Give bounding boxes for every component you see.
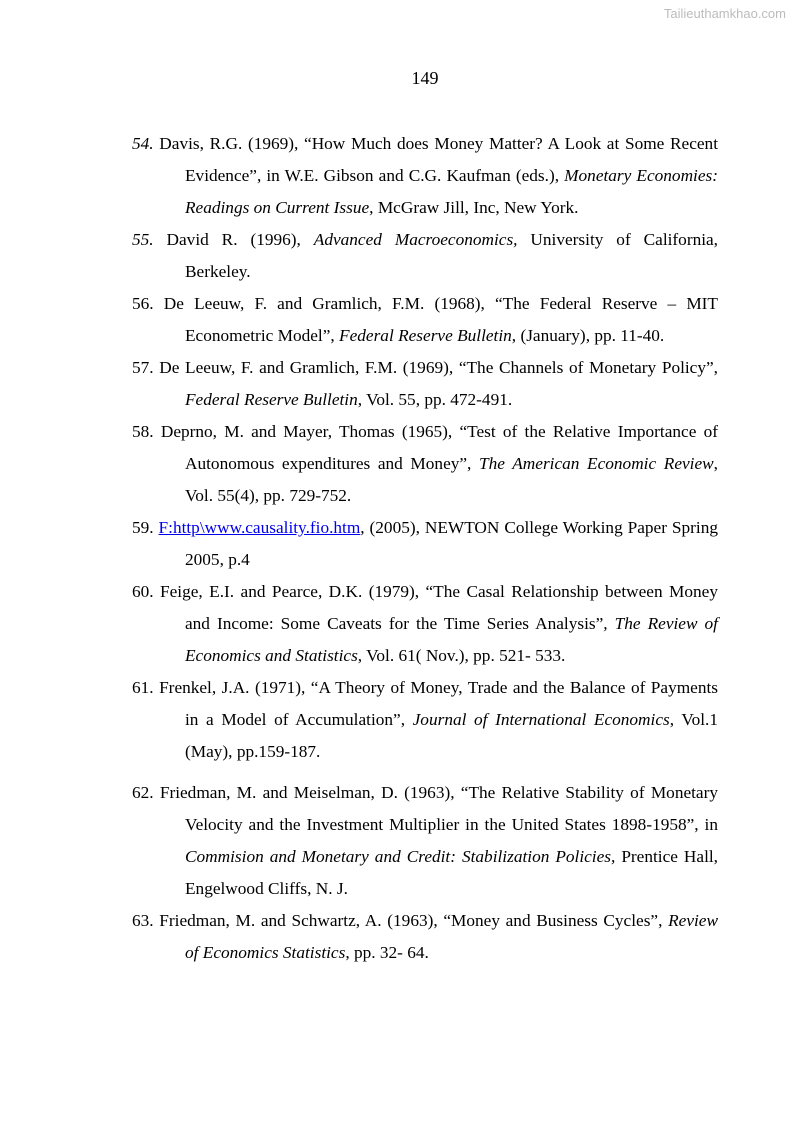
reference-item	[132, 224, 718, 288]
reference-item	[132, 672, 718, 768]
reference-number: 60.	[132, 582, 154, 601]
reference-text: Friedman, M. and Schwartz, A. (1963), “Money and Business Cycles”,	[153, 911, 669, 930]
reference-item	[132, 416, 718, 512]
reference-text: Friedman, M. and Meiselman, D. (1963), “The Relative Stability of Monetary Velocity and the Investment Multiplier in the United States 1898-1958”, in	[153, 783, 718, 834]
reference-title: Review of Economics Statistics	[185, 911, 718, 962]
reference-title: Advanced Macroeconomics,	[313, 230, 518, 249]
reference-item	[132, 905, 718, 969]
reference-item	[132, 777, 718, 905]
reference-number: 55.	[132, 230, 154, 249]
reference-text: , (January), pp. 11-40.	[511, 326, 665, 345]
reference-number: 54.	[132, 134, 154, 153]
reference-number: 63.	[132, 911, 154, 930]
reference-text: , Vol. 55(4), pp. 729-752.	[185, 454, 718, 505]
reference-number: 61.	[132, 678, 154, 697]
reference-item	[132, 352, 718, 416]
reference-text: David R. (1996),	[153, 230, 314, 249]
reference-text: University of California, Berkeley.	[185, 230, 719, 281]
reference-number: 62.	[132, 783, 154, 802]
reference-text: De Leeuw, F. and Gramlich, F.M. (1969), “The Channels of Monetary Policy”,	[153, 358, 718, 377]
reference-text: Davis, R.G. (1969), “How Much does Money Matter? A Look at Some Recent Evidence”, in W.E. Gibson and C.G. Kaufman (eds.),	[153, 134, 718, 185]
reference-item	[132, 288, 718, 352]
reference-title: The American Economic Review	[479, 454, 714, 473]
reference-text: Feige, E.I. and Pearce, D.K. (1979), “The Casal Relationship between Money and Income: Some Caveats for the Time Series Analysis”	[153, 582, 718, 633]
reference-number: 59.	[132, 518, 154, 537]
reference-text: Deprno, M. and Mayer, Thomas (1965), “Test of the Relative Importance of Autonomous expenditures and Money”,	[153, 422, 718, 473]
reference-item	[132, 512, 718, 576]
reference-title: Federal Reserve Bulletin	[339, 326, 512, 345]
reference-text: Prentice Hall, Engelwood Cliffs, N. J.	[185, 847, 718, 898]
reference-text: , Vol. 55, pp. 472-491.	[357, 390, 513, 409]
page-number: 149	[411, 68, 439, 88]
reference-text: , (2005), NEWTON College Working Paper Spring 2005, p.4	[185, 518, 718, 569]
reference-item	[132, 128, 718, 224]
reference-title: Federal Reserve Bulletin	[185, 390, 358, 409]
reference-number: 56.	[132, 294, 154, 313]
reference-number: 58.	[132, 422, 154, 441]
reference-title: Journal of International Economics	[412, 710, 670, 729]
reference-title: Commision and Monetary and Credit: Stabilization Policies,	[185, 847, 616, 866]
reference-text: Frenkel, J.A. (1971), “A Theory of Money, Trade and the Balance of Payments in a Model of Accumulation”,	[153, 678, 718, 729]
reference-list	[132, 128, 718, 969]
reference-text: , pp. 32- 64.	[345, 943, 429, 962]
reference-number: 57.	[132, 358, 154, 377]
reference-title: , The Review of Economics and Statistics	[185, 614, 718, 665]
reference-link[interactable]: F:http\www.causality.fio.htm	[158, 518, 361, 537]
reference-item	[132, 576, 718, 672]
reference-title: Monetary Economies: Readings on Current Issue	[185, 166, 719, 217]
reference-text: , Vol.1 (May), pp.159-187.	[185, 710, 718, 761]
reference-text: , Vol. 61( Nov.), pp. 521- 533.	[357, 646, 566, 665]
watermark: Tailieuthamkhao.com	[663, 6, 786, 21]
reference-text: De Leeuw, F. and Gramlich, F.M. (1968), “The Federal Reserve – MIT Econometric Model”,	[153, 294, 718, 345]
reference-text: , McGraw Jill, Inc, New York.	[369, 198, 579, 217]
